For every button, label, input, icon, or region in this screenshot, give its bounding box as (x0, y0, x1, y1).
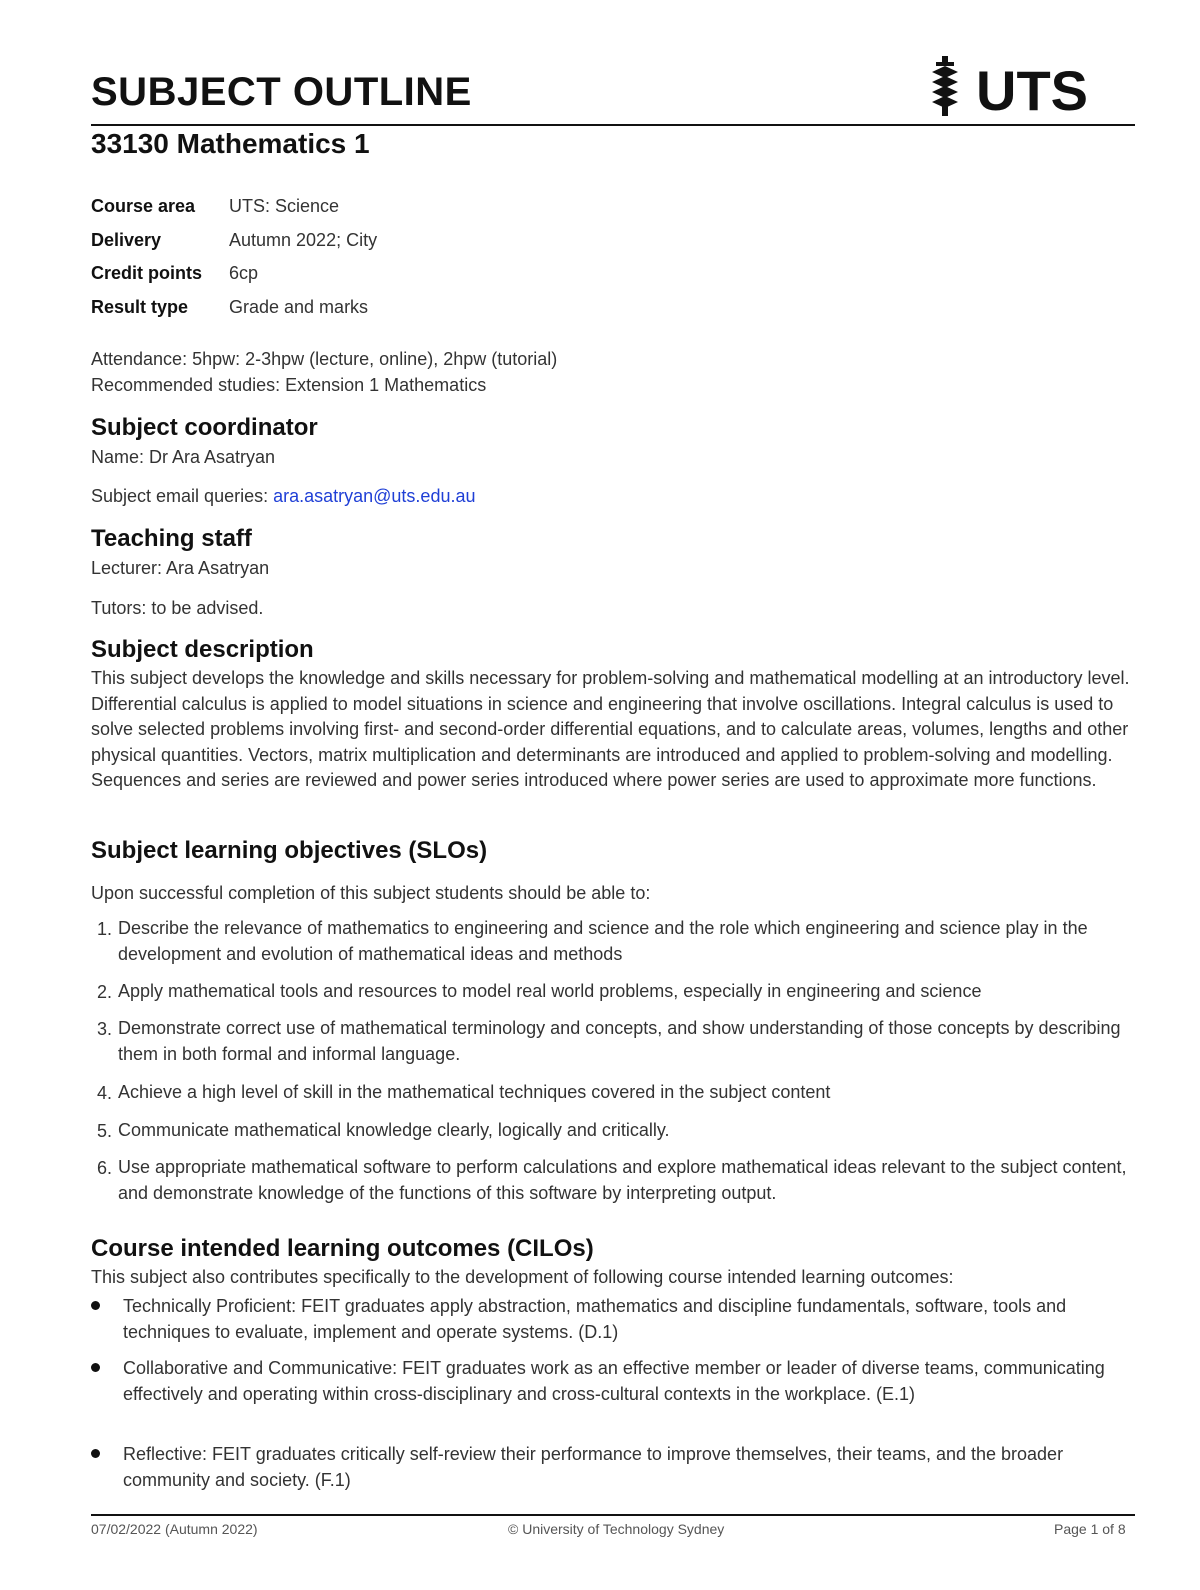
meta-value-delivery: Autumn 2022; City (229, 230, 378, 250)
meta-value-credit-points: 6cp (229, 263, 259, 283)
teaching-staff-heading: Teaching staff (91, 525, 252, 552)
slo-item: Demonstrate correct use of mathematical terminology and concepts, and show understanding of those concepts by describing them in both formal and informal language. (118, 1018, 1121, 1064)
slo-number: 5. (97, 1121, 113, 1141)
tutors-text: Tutors: to be advised. (91, 598, 264, 618)
subject-title: 33130 Mathematics 1 (91, 128, 370, 159)
slo-intro: Upon successful completion of this subject students should be able to: (91, 883, 651, 903)
slo-number: 2. (97, 982, 113, 1002)
slo-number: 3. (97, 1019, 113, 1039)
cilo-item: Reflective: FEIT graduates critically self-review their performance to improve themselves, their teams, and the broader community and society. (F.1) (123, 1444, 1064, 1490)
cilo-item: Collaborative and Communicative: FEIT graduates work as an effective member or leader of diverse teams, communicating effectively and operating within cross-disciplinary and cross-cultural contexts in the workplace. (E.1) (123, 1358, 1105, 1404)
meta-label-credit-points: Credit points (91, 263, 202, 283)
uts-logo (928, 52, 1098, 122)
description-text: This subject develops the knowledge and skills necessary for problem-solving and mathematical modelling at an introductory level. Differential calculus is applied to model situations in science and engineering that involve oscillations. Integral calculus is used to solve selected problems involving first- and second-order differential equations, and to calculate areas, volumes, lengths and other physical quantities. Vectors, matrix multiplication and determinants are introduced and applied to problem-solving and modelling. Sequences and series are reviewed and power series introduced where power series are used to approximate more functions. (91, 668, 1130, 791)
bullet-icon (91, 1363, 100, 1372)
footer-copyright: © University of Technology Sydney (508, 1521, 725, 1537)
footer-page-number: Page 1 of 8 (1054, 1521, 1126, 1537)
slo-heading: Subject learning objectives (SLOs) (91, 837, 488, 864)
slo-item: Communicate mathematical knowledge clearly, logically and critically. (118, 1120, 670, 1140)
bullet-icon (91, 1449, 100, 1458)
attendance-text: Attendance: 5hpw: 2-3hpw (lecture, online), 2hpw (tutorial) (91, 349, 558, 369)
email-label: Subject email queries: (91, 486, 274, 506)
logo-text: UTS (976, 59, 1088, 122)
meta-label-delivery: Delivery (91, 230, 162, 250)
slo-item: Apply mathematical tools and resources to model real world problems, especially in engineering and science (118, 981, 982, 1001)
cilo-item: Technically Proficient: FEIT graduates apply abstraction, mathematics and discipline fundamentals, software, tools and techniques to evaluate, implement and operate systems. (D.1) (123, 1296, 1067, 1342)
meta-value-course-area: UTS: Science (229, 196, 340, 216)
description-heading: Subject description (91, 636, 314, 663)
slo-number: 4. (97, 1083, 113, 1103)
cilo-intro: This subject also contributes specifically to the development of following course intended learning outcomes: (91, 1267, 954, 1287)
coordinator-email-link[interactable]: ara.asatryan@uts.edu.au (273, 486, 476, 506)
slo-item: Use appropriate mathematical software to perform calculations and explore mathematical ideas relevant to the subject content, and demonstrate knowledge of the functions of this software by interpreting output. (118, 1157, 1127, 1203)
coordinator-name: Name: Dr Ara Asatryan (91, 447, 276, 467)
coordinator-email-line (91, 483, 476, 509)
bullet-icon (91, 1301, 100, 1310)
meta-label-course-area: Course area (91, 196, 196, 216)
lecturer-text: Lecturer: Ara Asatryan (91, 558, 270, 578)
header-divider (91, 124, 1135, 126)
footer-date: 07/02/2022 (Autumn 2022) (91, 1521, 258, 1537)
slo-number: 6. (97, 1158, 113, 1178)
coordinator-heading: Subject coordinator (91, 414, 318, 441)
meta-value-result-type: Grade and marks (229, 297, 369, 317)
slo-item: Achieve a high level of skill in the mathematical techniques covered in the subject content (118, 1082, 831, 1102)
recommended-studies-text: Recommended studies: Extension 1 Mathematics (91, 375, 487, 395)
cilo-heading: Course intended learning outcomes (CILOs) (91, 1235, 594, 1262)
document-title: SUBJECT OUTLINE (91, 70, 472, 114)
footer-divider (91, 1514, 1135, 1516)
slo-item: Describe the relevance of mathematics to engineering and science and the role which engineering and science play in the development and evolution of mathematical ideas and methods (118, 918, 1088, 964)
meta-label-result-type: Result type (91, 297, 189, 317)
slo-number: 1. (97, 919, 113, 939)
